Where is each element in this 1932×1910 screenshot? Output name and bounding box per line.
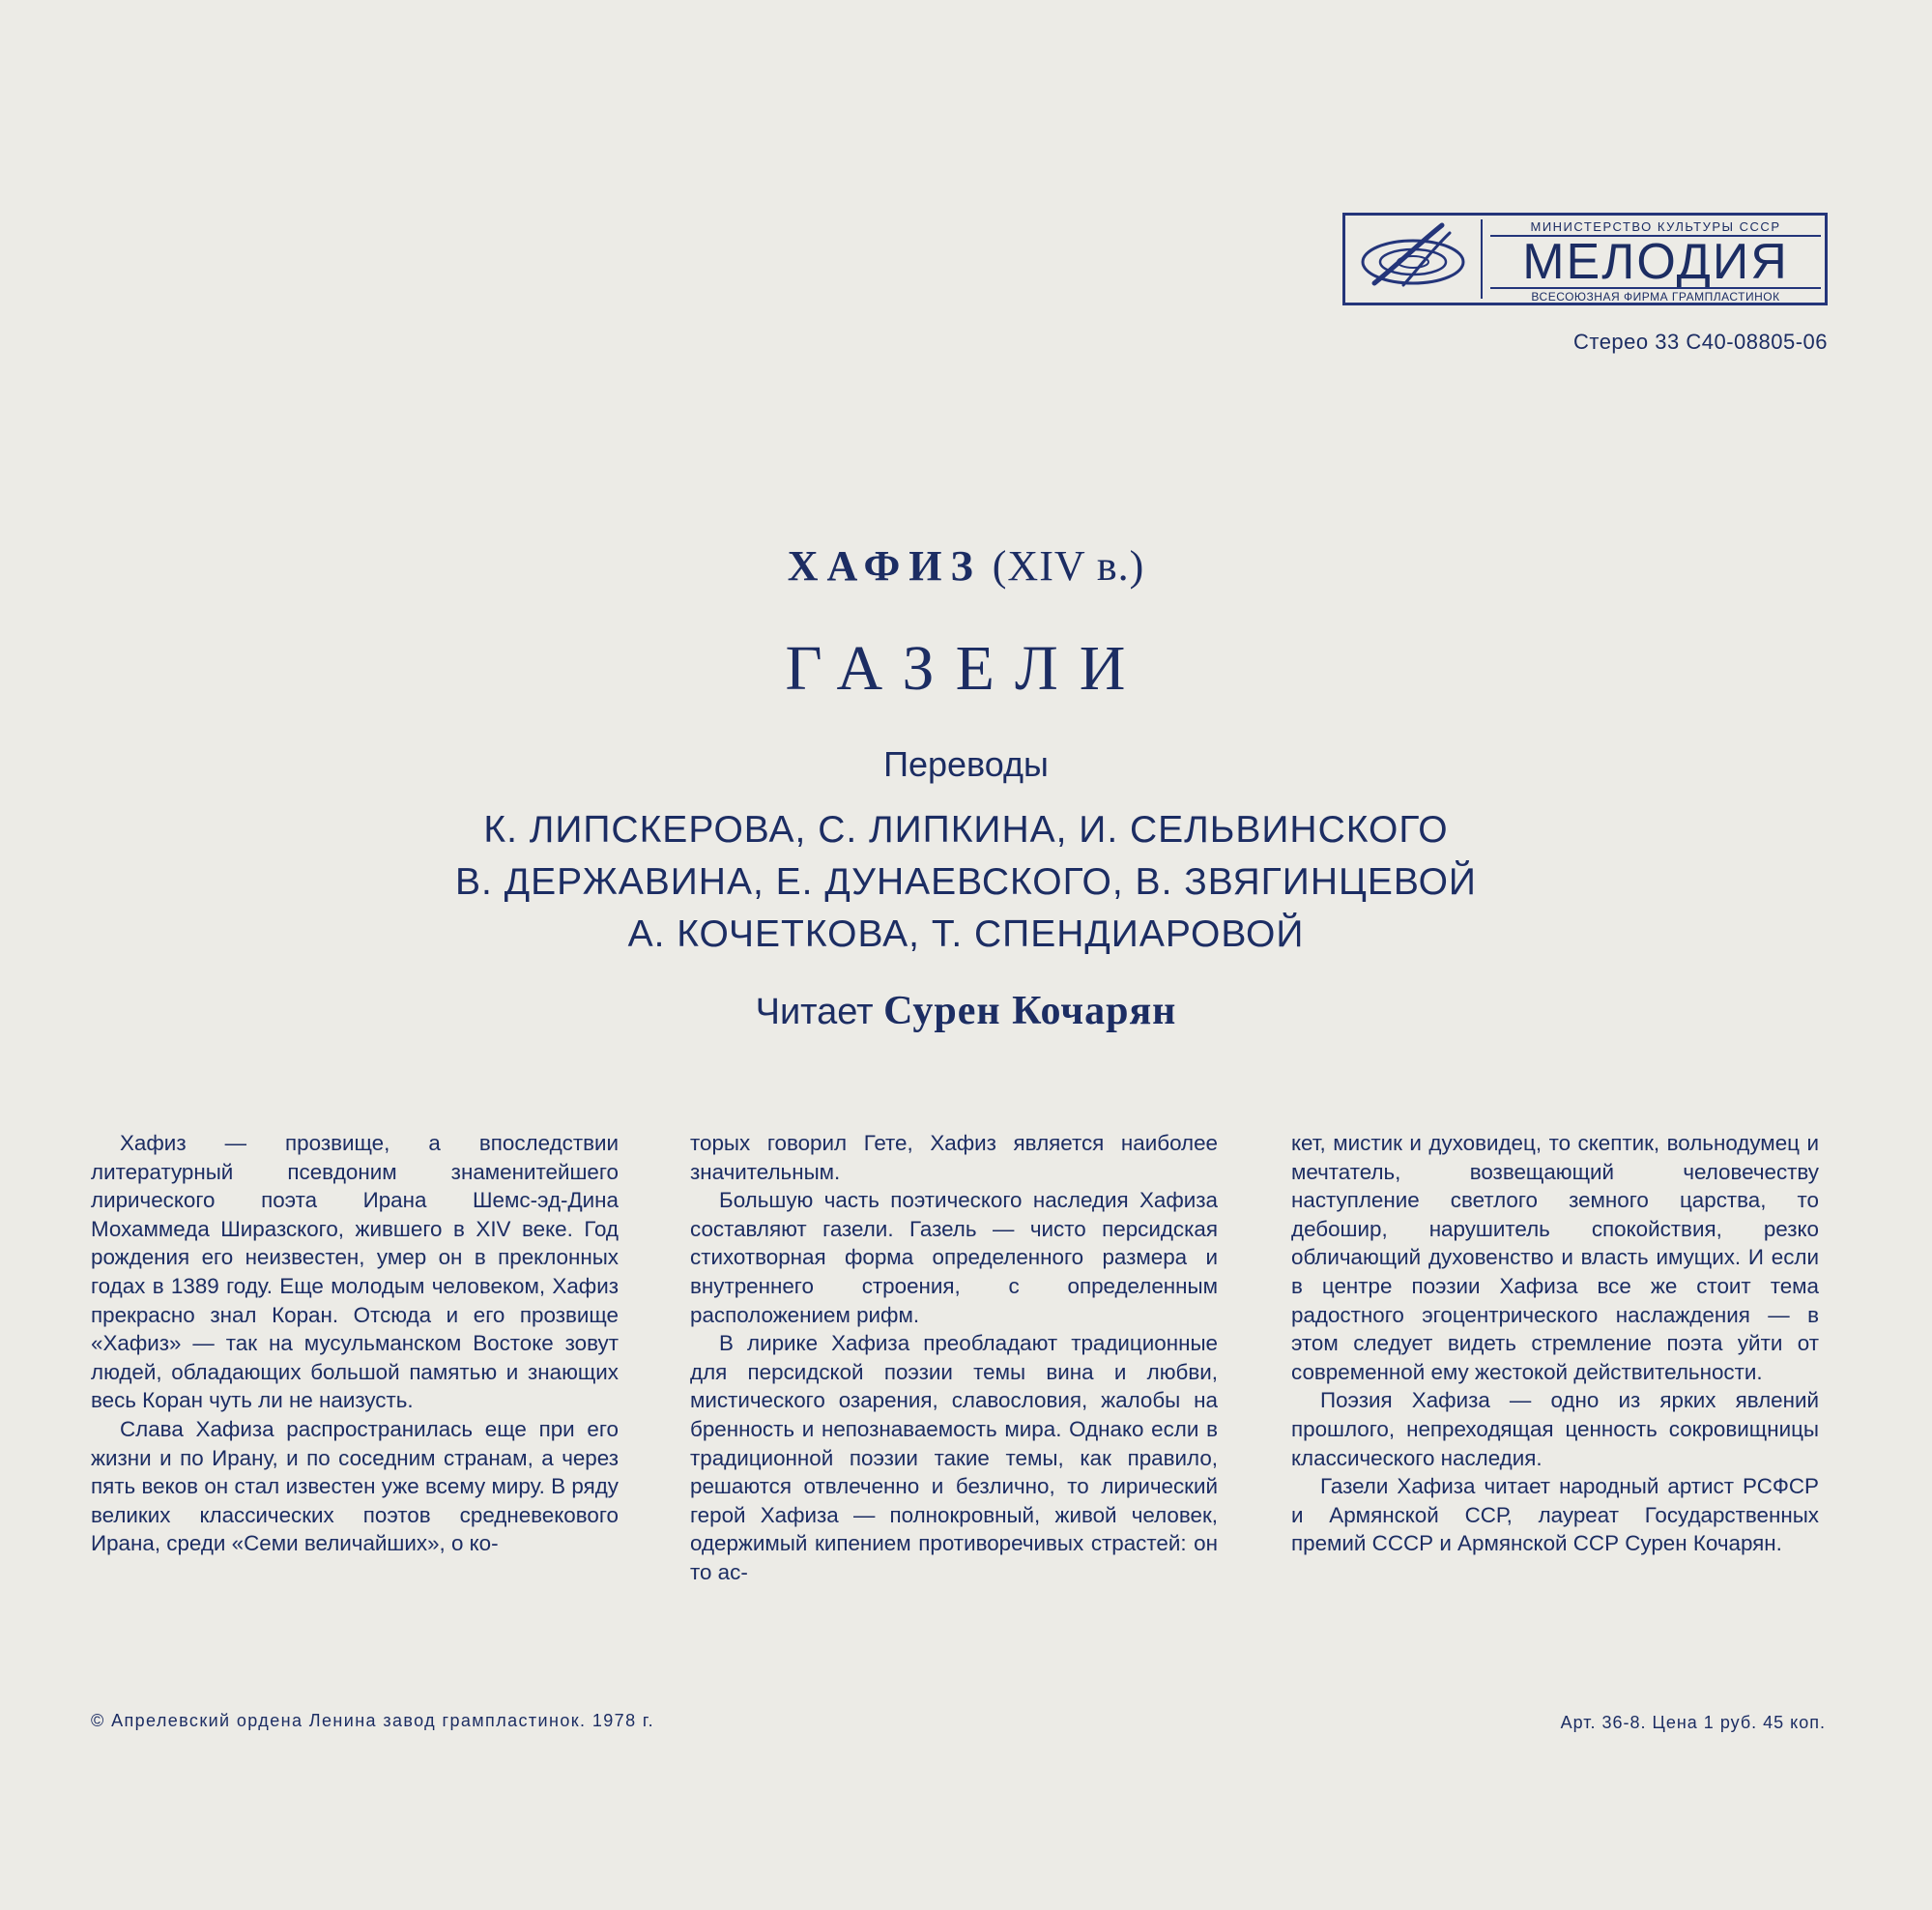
paragraph: Газели Хафиза читает народный артист РСФСР и Армянской ССР, лауреат Государственных премий СССР и Армянской ССР Сурен Кочарян. — [1291, 1474, 1819, 1556]
author-line — [0, 541, 1932, 591]
reader-label: Читает — [755, 992, 874, 1032]
price-info: Арт. 36-8. Цена 1 руб. 45 коп. — [1560, 1713, 1826, 1732]
paragraph: Хафиз — прозвище, а впоследствии литературный псевдоним знаменитейшего лирического поэта Ирана Шемс-эд-Дина Мохаммеда Ширазского, жившего в XIV веке. Год рождения его неизвестен, умер он в преклонных годах в 1389 году. Еще молодым человеком, Хафиз прекрасно знал Коран. Отсюда и его прозвище «Хафиз» — так на мусульманском Востоке зовут людей, обладающих большой памятью и знающих весь Коран чуть ли не наизусть. — [91, 1131, 619, 1413]
translators-line: В. ДЕРЖАВИНА, Е. ДУНАЕВСКОГО, В. ЗВЯГИНЦЕВОЙ — [455, 861, 1477, 903]
paragraph: Слава Хафиза распространилась еще при его жизни и по Ирану, и по соседним странам, а через пять веков он стал известен уже всему миру. В ряду великих классических поэтов средневекового Ирана, среди «Семи величайших», о ко- — [91, 1416, 619, 1556]
text-column-1 — [91, 1129, 619, 1558]
text-column-2 — [690, 1129, 1218, 1587]
paragraph: торых говорил Гете, Хафиз является наиболее значительным. — [690, 1131, 1218, 1184]
album-title: ГАЗЕЛИ — [785, 633, 1147, 704]
paragraph: Большую часть поэтического наследия Хафиза составляют газели. Газель — чисто персидская стихотворная форма определенного размера и внутреннего строения, с определенным расположением рифм. — [690, 1188, 1218, 1327]
translations-label: Переводы — [883, 744, 1049, 784]
melodiya-logo — [1342, 213, 1828, 305]
logo-brand-text: МЕЛОДИЯ — [1522, 234, 1789, 290]
copyright-notice: © Апрелевский ордена Ленина завод грампластинок. 1978 г. — [91, 1711, 655, 1730]
reader-name: Сурен Кочарян — [883, 989, 1177, 1033]
melodiya-emblem-icon — [1345, 216, 1481, 303]
catalog-number: Стерео 33 С40-08805-06 — [1572, 330, 1828, 354]
author-name: ХАФИЗ — [787, 542, 982, 590]
author-era: (XIV в.) — [992, 542, 1145, 590]
paragraph: кет, мистик и духовидец, то скептик, вольнодумец и мечтатель, возвещающий человечеству наступление светлого земного царства, то дебошир, нарушитель спокойствия, резко обличающий духовенство и власть имущих. И если в центре поэзии Хафиза все же стоит тема радостного эгоцентрического наслаждения — в этом следует видеть стремление поэта уйти от современной ему жестокой действительности. — [1291, 1131, 1819, 1384]
reader-line — [0, 988, 1932, 1034]
logo-firm-text: ВСЕСОЮЗНАЯ ФИРМА ГРАМПЛАСТИНОК — [1490, 287, 1821, 304]
logo-divider — [1481, 219, 1483, 299]
text-column-3 — [1291, 1129, 1819, 1558]
translators-line: А. КОЧЕТКОВА, Т. СПЕНДИАРОВОЙ — [627, 913, 1305, 955]
paragraph: В лирике Хафиза преобладают традиционные для персидской поэзии темы вина и любви, мистического озарения, славословия, жалобы на бренность и непознаваемость мира. Однако если в традиционной поэзии такие темы, как правило, решаются отвлеченно и безлично, то лирический герой Хафиза — полнокровный, живой человек, одержимый кипением противоречивых страстей: он то ас- — [690, 1331, 1218, 1584]
translators-line: К. ЛИПСКЕРОВА, С. ЛИПКИНА, И. СЕЛЬВИНСКОГО — [483, 809, 1449, 851]
logo-ministry-text: МИНИСТЕРСТВО КУЛЬТУРЫ СССР — [1490, 219, 1821, 237]
translators-list — [0, 804, 1932, 961]
paragraph: Поэзия Хафиза — одно из ярких явлений прошлого, непреходящая ценность сокровищницы классического наследия. — [1291, 1388, 1819, 1470]
